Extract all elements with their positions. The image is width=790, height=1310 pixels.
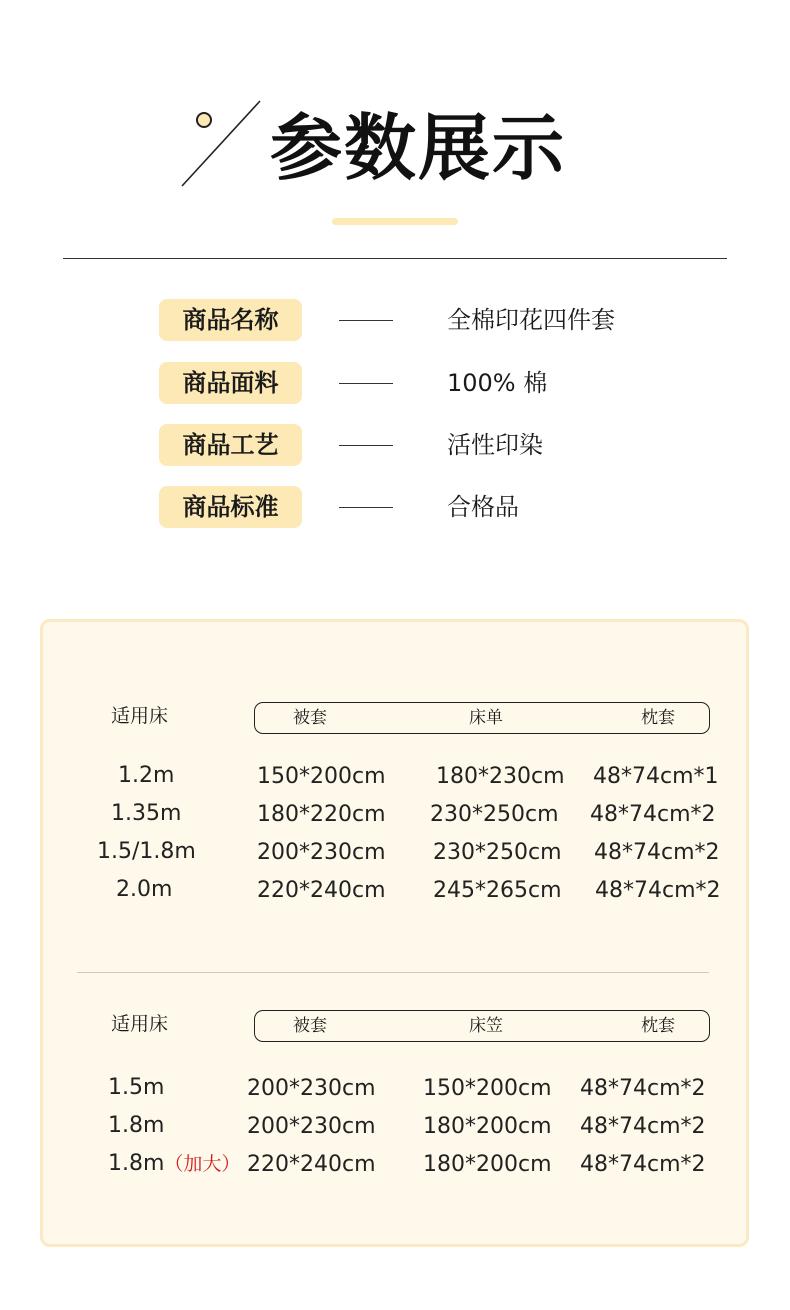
bed-label: 适用床 [111,1013,169,1035]
column-header-sheet: 床单 [469,708,503,728]
sheet-size: 245*265cm [433,878,562,903]
duvet-size: 220*240cm [257,878,386,903]
bed-label: 适用床 [111,705,169,727]
bed-size: 1.35m [111,801,182,826]
column-header-pillow: 枕套 [641,1016,675,1036]
param-dash [339,445,393,446]
param-value: 100% 棉 [447,369,548,397]
bed-size: 1.8m [108,1113,165,1138]
oversize-note: （加大） [164,1153,241,1175]
duvet-size: 200*230cm [257,840,386,865]
sheet-size: 230*250cm [433,840,562,865]
sheet-size: 180*230cm [436,764,565,789]
param-value: 全棉印花四件套 [447,306,615,334]
param-dash [339,507,393,508]
pillow-size: 48*74cm*1 [593,764,719,789]
bed-size: 1.2m [118,763,175,788]
header-divider [63,258,727,259]
bed-size: 1.5/1.8m [97,839,196,864]
sheet-size: 180*200cm [423,1152,552,1177]
bed-size: 1.5m [108,1075,165,1100]
column-header-pillow: 枕套 [641,708,675,728]
bed-size [108,1150,240,1178]
duvet-size: 200*230cm [247,1114,376,1139]
column-header-fitted-sheet: 床笠 [469,1016,503,1036]
column-header-duvet: 被套 [293,708,327,728]
table-divider [77,972,709,973]
sheet-size: 150*200cm [423,1076,552,1101]
title-underline [332,218,458,225]
duvet-size: 150*200cm [257,764,386,789]
pillow-size: 48*74cm*2 [594,840,720,865]
duvet-size: 200*230cm [247,1076,376,1101]
pillow-size: 48*74cm*2 [580,1114,706,1139]
param-dash [339,383,393,384]
pillow-size: 48*74cm*2 [590,802,716,827]
param-label: 商品标准 [159,486,302,528]
page-title: 参数展示 [270,106,567,190]
pillow-size: 48*74cm*2 [580,1076,706,1101]
param-dash [339,320,393,321]
column-header-duvet: 被套 [293,1016,327,1036]
pillow-size: 48*74cm*2 [580,1152,706,1177]
param-label: 商品面料 [159,362,302,404]
pillow-size: 48*74cm*2 [595,878,721,903]
sheet-size: 180*200cm [423,1114,552,1139]
duvet-size: 220*240cm [247,1152,376,1177]
sheet-size: 230*250cm [430,802,559,827]
param-value: 合格品 [447,493,519,521]
param-label: 商品工艺 [159,424,302,466]
param-label: 商品名称 [159,299,302,341]
duvet-size: 180*220cm [257,802,386,827]
param-value: 活性印染 [447,431,543,459]
bed-size: 2.0m [116,877,173,902]
slash-decoration-icon [180,100,262,188]
bed-size-value: 1.8m [108,1151,165,1176]
